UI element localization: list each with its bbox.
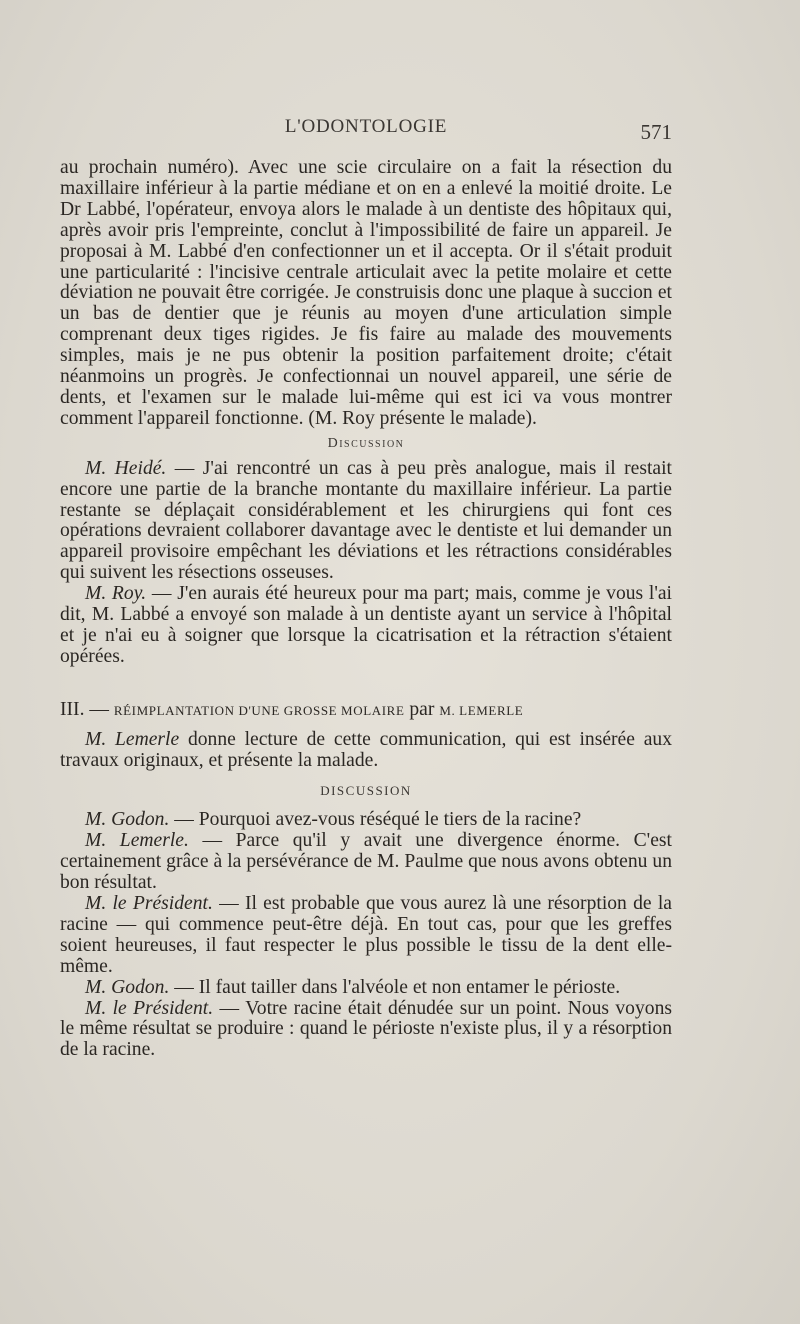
paragraph-lemerle-2	[60, 831, 672, 894]
speech-text: — Parce qu'il y avait une divergence énorme. C'est certainement grâce à la persévérance de M. Paulme que nous avons obtenu un bon résultat.	[60, 830, 672, 894]
section-title	[60, 700, 672, 722]
speech-text: — Il faut tailler dans l'alvéole et non entamer le périoste.	[169, 976, 621, 998]
speaker-name: M. Heidé.	[85, 457, 167, 479]
paragraph-president-1	[60, 894, 672, 978]
running-title: L'ODONTOLOGIE	[284, 116, 448, 137]
speaker-name: M. Godon.	[85, 976, 170, 998]
paragraph-president-2	[60, 999, 672, 1062]
section-par: par	[404, 698, 440, 720]
paragraph-heide	[60, 459, 672, 584]
paragraph-godon-2	[60, 978, 672, 999]
paragraph-lemerle	[60, 730, 672, 772]
speaker-name: M. Lemerle	[85, 728, 180, 750]
speaker-name: M. Roy.	[85, 583, 147, 605]
speech-text: donne lecture de cette communication, qui est insérée aux travaux originaux, et présente la malade.	[60, 728, 672, 771]
speech-text: — Votre racine était dénudée sur un point. Nous voyons le même résultat se produire : quand le périoste n'existe plus, il y a résorption de la racine.	[60, 997, 672, 1061]
speaker-name: M. Godon.	[85, 809, 170, 831]
paragraph-intro: au prochain numéro). Avec une scie circulaire on a fait la résection du maxillaire inférieur à la partie médiane et on en a enlevé la moitié droite. Le Dr Labbé, l'opérateur, envoya alors le malade à un dentiste des hôpitaux qui, après avoir pris l'empreinte, conclut à l'impossibilité de faire un appareil. Je proposai à M. Labbé d'en confectionner un et il accepta. Or il s'était produit une particularité : l'incisive centrale articulait avec la petite molaire et cette déviation ne pouvait être corrigée. Je construisis donc une plaque à succion et un bas de dentier que je réunis au moyen d'une articulation simple comprenant deux tiges rigides. Je fis faire au malade des mouvements simples, mais je ne pus obtenir la position parfaitement droite; c'était néanmoins un progrès. Je confectionnai un nouvel appareil, une série de dents, et l'examen sur le malade lui-même qui est ici va vous montrer comment l'appareil fonctionne. (M. Roy présente le malade).	[60, 157, 672, 429]
speech-text: — J'ai rencontré un cas à peu près analogue, mais il restait encore une partie de la branche montante du maxillaire inférieur. La partie restante se déplaçait considérablement et les chirurgiens qui font ces opérations devraient collaborer davantage avec le dentiste et lui demander un appareil provisoire empêchant les déviations et les rétractions considérables qui suivent les résections osseuses.	[60, 457, 672, 584]
paragraph-roy	[60, 584, 672, 668]
page-number: 571	[640, 120, 672, 144]
body-text	[60, 158, 672, 1061]
speech-text: — Pourquoi avez-vous réséqué le tiers de la racine?	[169, 809, 582, 831]
page-header	[60, 116, 672, 146]
speaker-name: M. le Président.	[85, 997, 214, 1019]
section-number: III. —	[60, 698, 114, 720]
speech-text: — J'en aurais été heureux pour ma part; mais, comme je vous l'ai dit, M. Labbé a envoyé son malade à un dentiste ayant un service à l'hôpital et je n'ai eu à soigner que lorsque la cicatrisation et la rétraction s'étaient opérées.	[60, 583, 672, 667]
paragraph-godon-1	[60, 810, 672, 831]
speaker-name: M. le Président.	[85, 893, 213, 914]
section-subject: RÉIMPLANTATION D'UNE GROSSE MOLAIRE	[113, 702, 405, 718]
speech-text: — Il est probable que vous aurez là une résorption de la racine — qui commence peut-être déjà. En tout cas, pour que les greffes soient heureuses, il faut respecter le plus possible le tissu de la dent elle-même.	[60, 893, 672, 977]
discussion-heading: DISCUSSION	[320, 783, 412, 799]
section-author: M. LEMERLE	[439, 702, 524, 718]
speaker-name: M. Lemerle.	[85, 830, 189, 852]
discussion-heading: Discussion	[327, 435, 405, 451]
